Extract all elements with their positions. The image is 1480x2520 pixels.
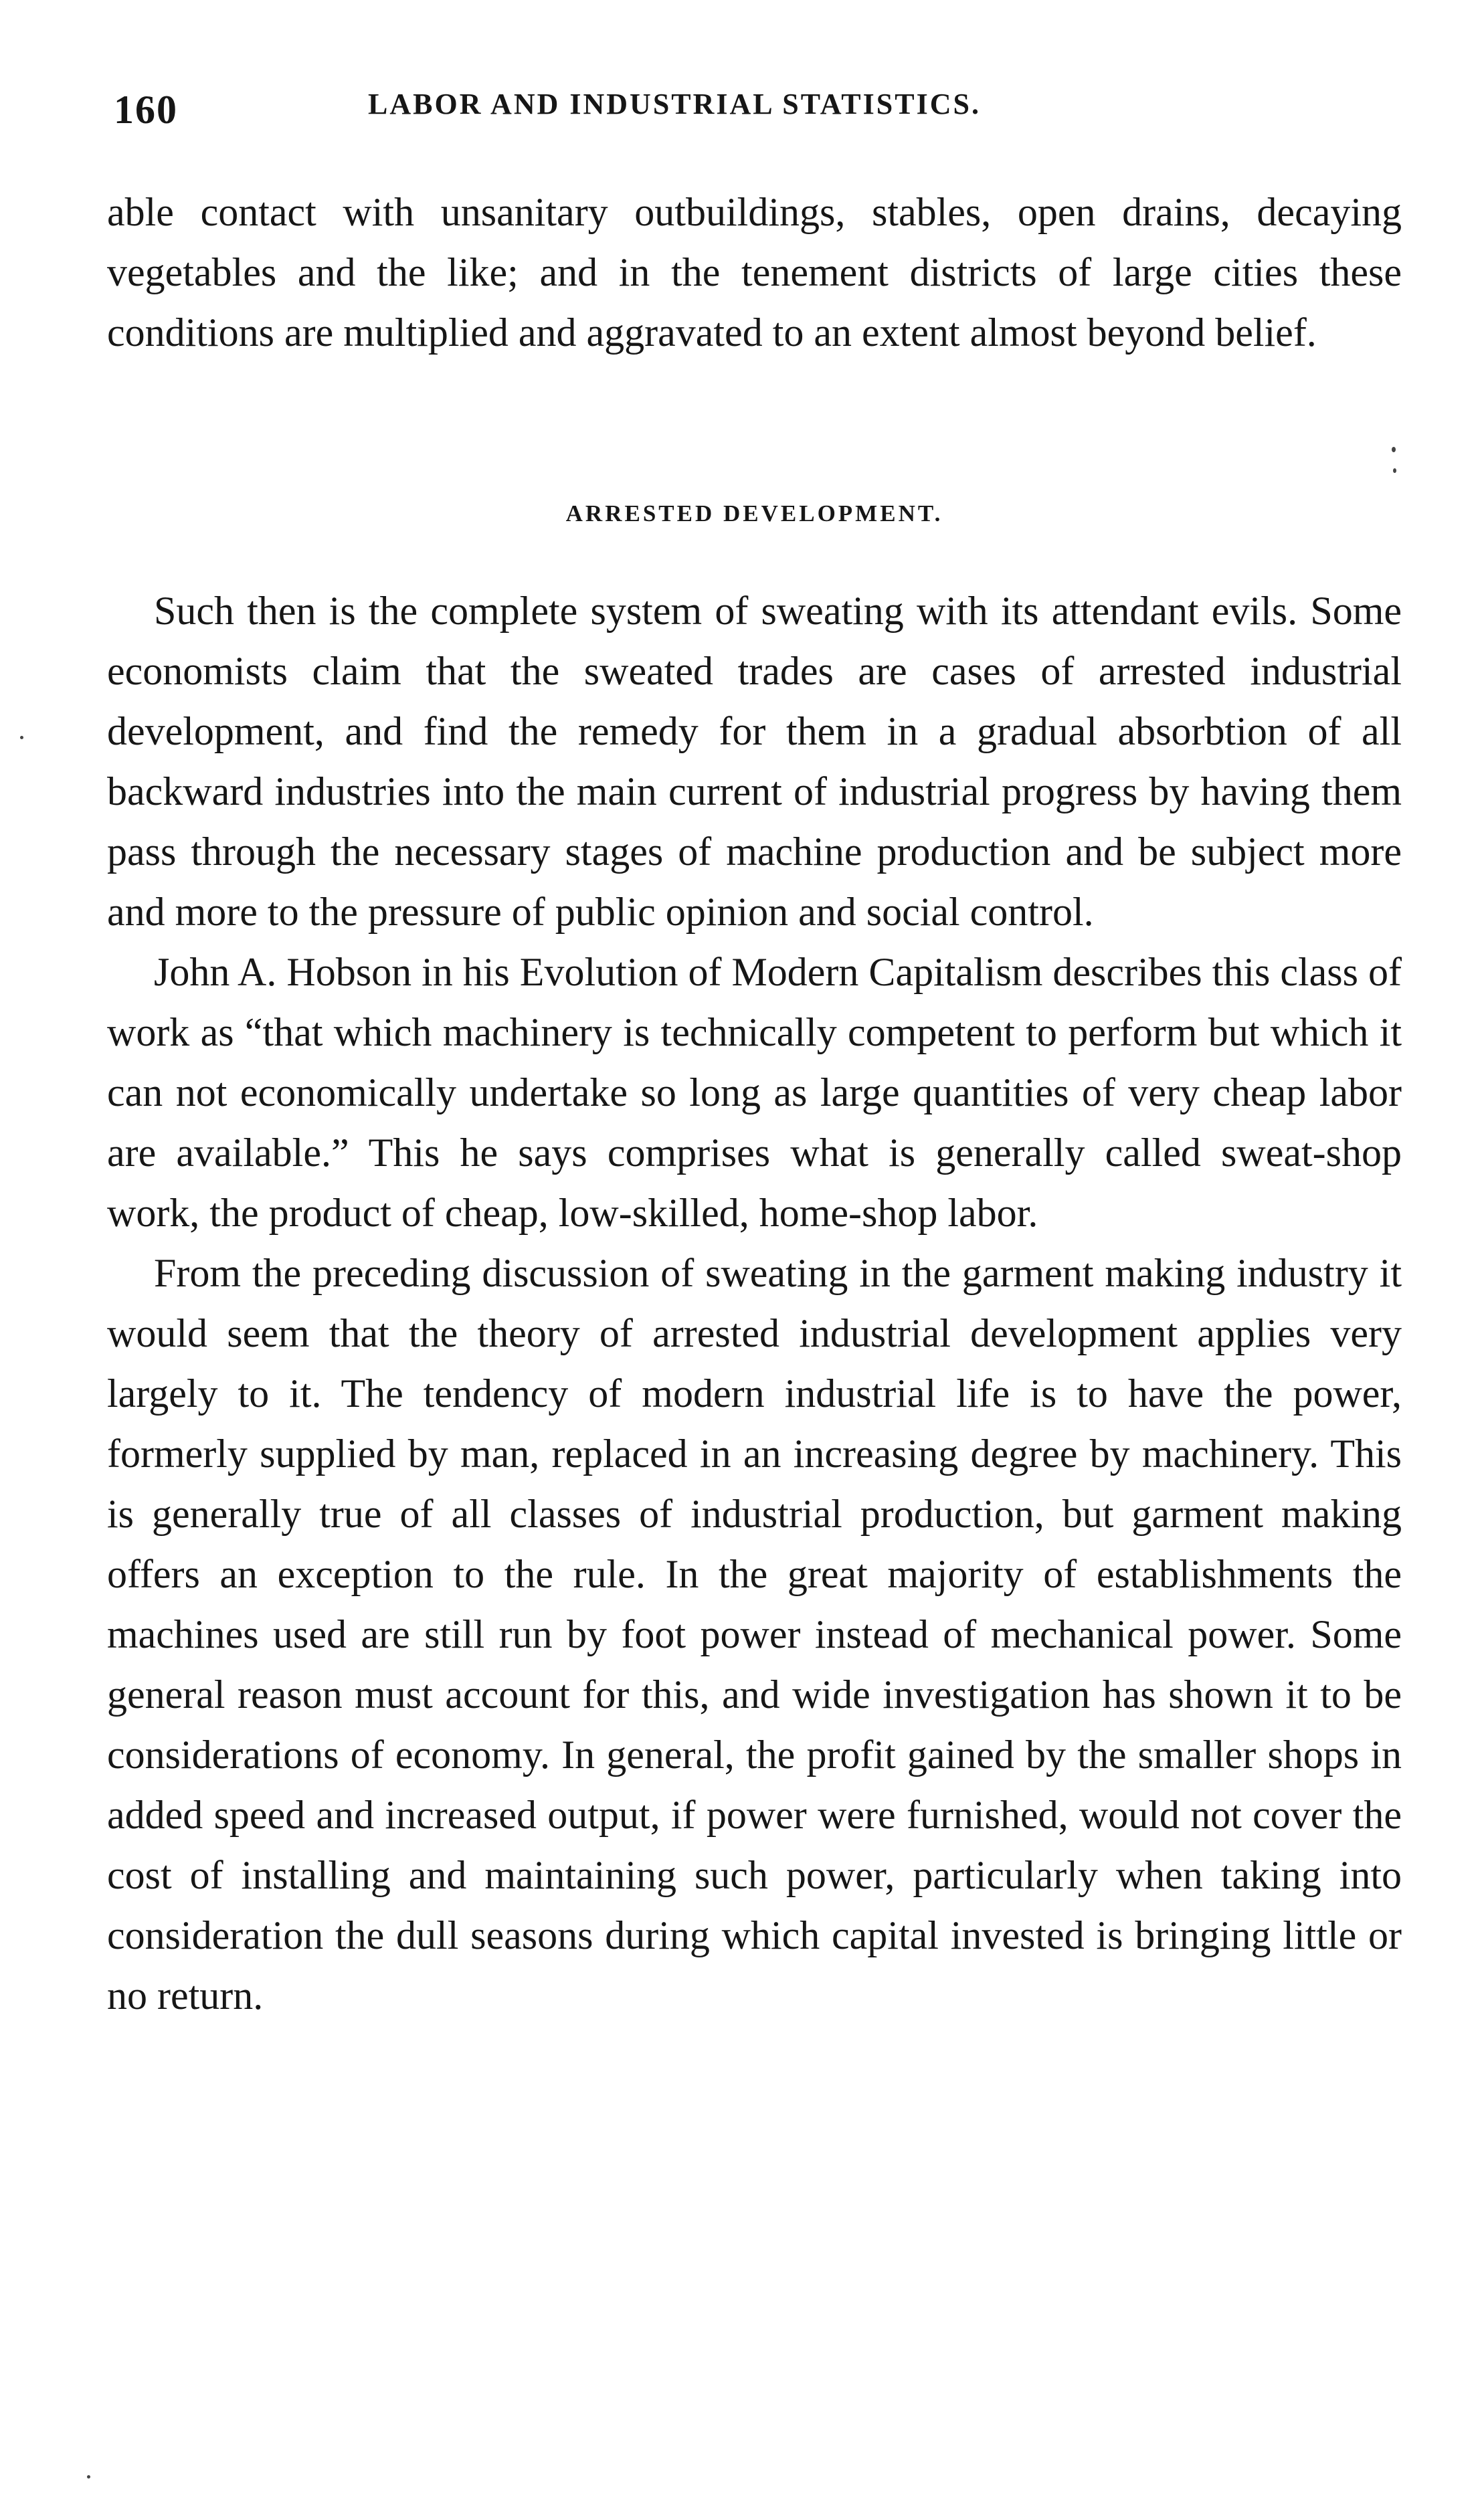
print-speck <box>1392 447 1396 452</box>
continuation-text: able contact with unsanitary outbuildings, stables, open drains, decaying vegetables and the like; and in the tenement districts of large cities these conditions are multiplied and aggravated to an extent almost beyond belief. <box>107 190 1402 355</box>
continuation-paragraph <box>107 182 1402 363</box>
paragraph-3: From the preceding discussion of sweating in the garment making industry it would seem that the theory of arrested industrial development applies very largely to it. The tendency of modern industrial life is to have the power, formerly supplied by man, replaced in an increasing degree by machinery. This is generally true of all classes of industrial production, but garment making offers an exception to the rule. In the great majority of establishments the machines used are still run by foot power instead of mechanical power. Some general reason must account for this, and wide investigation has shown it to be considerations of economy. In general, the profit gained by the smaller shops in added speed and increased output, if power were furnished, would not cover the cost of installing and maintaining such power, particularly when taking into consideration the dull seasons during which capital invested is bringing little or no return. <box>107 1251 1402 2018</box>
print-speck <box>1393 468 1396 473</box>
paragraph-2: John A. Hobson in his Evolution of Modern Capitalism describes this class of work as “that which machinery is technically competent to perform but which it can not economically undertake so long as large quantities of very cheap labor are available.” This he says comprises what is generally called sweat-shop work, the product of cheap, low-skilled, home-shop labor. <box>107 950 1402 1235</box>
page-header <box>114 79 1418 139</box>
print-speck <box>20 736 23 739</box>
print-speck <box>87 2475 90 2479</box>
section-heading: ARRESTED DEVELOPMENT. <box>565 500 943 526</box>
page-number: 160 <box>114 88 178 132</box>
running-head: LABOR AND INDUSTRIAL STATISTICS. <box>368 88 981 120</box>
section-body <box>107 581 1402 2026</box>
paragraph-1: Such then is the complete system of sweating with its attendant evils. Some economists claim that the sweated trades are cases of arrested industrial development, and find the remedy for them in a gradual absorbtion of all backward industries into the main current of industrial progress by having them pass through the necessary stages of machine production and be subject more and more to the pressure of public opinion and social control. <box>107 589 1402 934</box>
